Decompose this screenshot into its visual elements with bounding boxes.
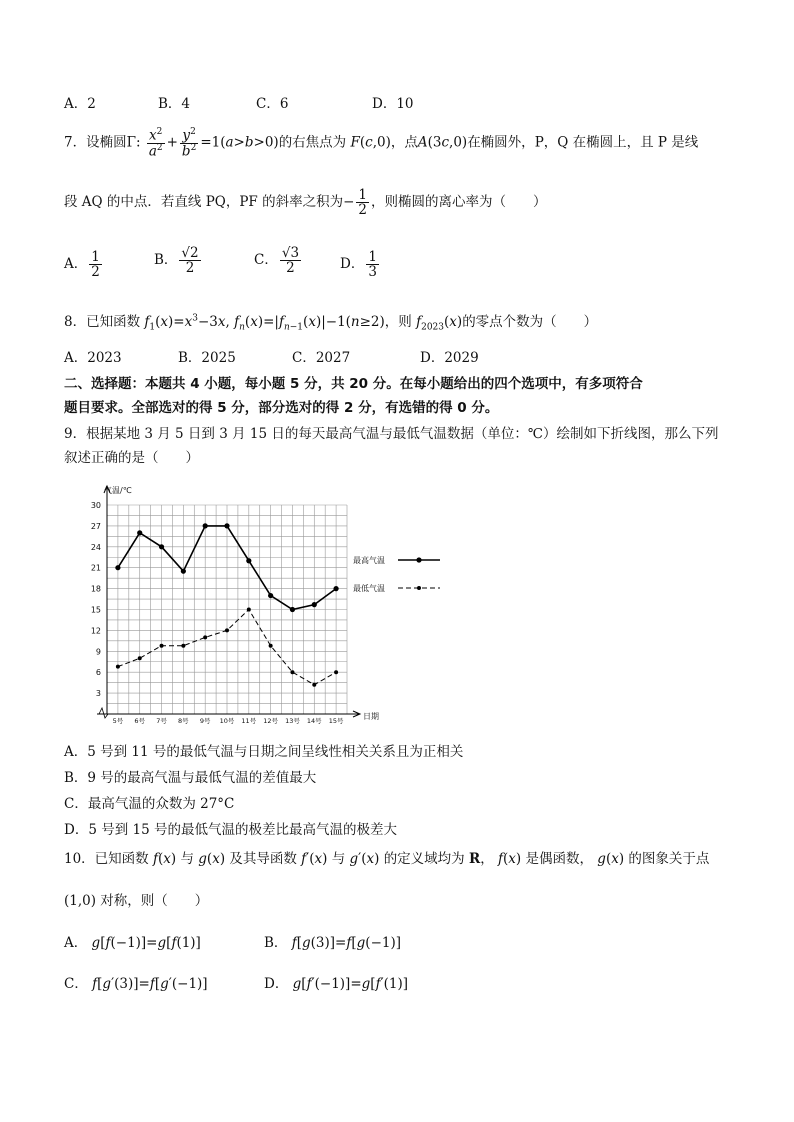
data-point <box>290 670 294 674</box>
q6-option-c: C．6 <box>256 96 289 112</box>
q7-option-a: A． $\frac{1}{2}$ <box>64 249 100 281</box>
data-point <box>181 644 185 648</box>
q8-option-b: B．2025 <box>178 350 236 366</box>
section2-line1: 二、选择题：本题共 4 小题，每小题 5 分，共 20 分。在每小题给出的四个选项中，有多项符合 <box>64 376 643 392</box>
q7-line1: 7．设椭圆Γ: $\frac{x^2}{a^2}$ + $\frac{y^2}{b^2}$ =1(a>b>0)的右焦点为 F(c,0)，点A(3c,0)在椭圆外，P，Q 在椭圆上，且 P 是线 <box>64 127 699 160</box>
data-point <box>159 544 164 549</box>
y-tick-label: 24 <box>90 542 101 552</box>
data-point <box>312 602 317 607</box>
q6-option-d: D．10 <box>372 96 414 112</box>
data-point <box>181 569 186 574</box>
q7-option-d: D． $\frac{1}{3}$ <box>340 249 377 281</box>
section2-line2: 题目要求。全部选对的得 5 分，部分选对的得 2 分，有选错的得 0 分。 <box>64 400 499 416</box>
y-tick-label: 12 <box>90 626 101 636</box>
q10-line2: (1,0) 对称，则（ ） <box>64 893 209 909</box>
q10-option-c: C． f[g′(3)]=f[g′(−1)] <box>64 976 208 992</box>
q8-stem: 8．已知函数 $f_1(x)=x^3-3x$, $f_n(x)=|f_{n-1}(x)|-1(n\ge 2)$，则 $f_{2023}(x)$的零点个数为（ ） <box>64 313 598 333</box>
q9-option-b: B．9 号的最高气温与最低气温的差值最大 <box>64 770 317 786</box>
y-tick-label: 18 <box>90 584 101 594</box>
y-tick-label: 6 <box>95 668 101 678</box>
q7-line2: 段 AQ 的中点．若直线 PQ，PF 的斜率之积为− $\frac{1}{2}$ ，则椭圆的离心率为（ ） <box>64 187 547 219</box>
legend-marker <box>416 557 421 562</box>
q6-option-a: A．2 <box>64 96 96 112</box>
q7-option-c: C． $\frac{√3}{2}$ <box>254 245 300 277</box>
q10-line1: 10．已知函数 f(x) 与 g(x) 及其导函数 f′(x) 与 g′(x) 的定义域均为 R， f(x) 是偶函数， g(x) 的图象关于点 <box>64 851 710 867</box>
y-tick-label: 3 <box>95 689 101 699</box>
q6-option-b: B．4 <box>158 96 191 112</box>
data-point <box>138 656 142 660</box>
y-axis-label: 气温/℃ <box>104 486 132 495</box>
q10-option-b: B． f[g(3)]=f[g(−1)] <box>264 935 401 951</box>
q8-option-c: C．2027 <box>292 350 351 366</box>
x-tick-label: 11号 <box>241 717 257 725</box>
data-point <box>312 683 316 687</box>
x-tick-label: 12号 <box>263 717 279 725</box>
data-point <box>269 644 273 648</box>
y-tick-label: 15 <box>90 605 101 615</box>
x-tick-label: 5号 <box>112 717 124 725</box>
legend-label: 最高气温 <box>353 556 385 565</box>
data-point <box>224 523 229 528</box>
q10-option-d: D． g[f′(−1)]=g[f′(1)] <box>264 976 409 992</box>
q9-option-a: A．5 号到 11 号的最低气温与日期之间呈线性相关关系且为正相关 <box>64 744 464 760</box>
q8-option-a: A．2023 <box>64 350 122 366</box>
data-point <box>203 635 207 639</box>
q9-line1: 9．根据某地 3 月 5 日到 3 月 15 日的每天最高气温与最低气温数据（单位：℃）绘制如下折线图，那么下列 <box>64 426 719 442</box>
data-point <box>334 670 338 674</box>
x-tick-label: 10号 <box>219 717 235 725</box>
data-point <box>115 565 120 570</box>
data-point <box>225 628 229 632</box>
data-point <box>247 608 251 612</box>
temperature-chart <box>70 470 470 732</box>
y-tick-label: 30 <box>90 501 101 510</box>
x-tick-label: 7号 <box>156 717 167 725</box>
y-tick-label: 9 <box>95 647 101 657</box>
q9-option-d: D．5 号到 15 号的最低气温的极差比最高气温的极差大 <box>64 822 397 838</box>
x-tick-label: 8号 <box>178 717 189 725</box>
q7-option-b: B． $\frac{√2}{2}$ <box>154 245 199 277</box>
x-axis-label: 日期 <box>363 712 379 721</box>
x-tick-label: 14号 <box>306 717 322 725</box>
legend-marker <box>417 586 421 590</box>
x-tick-label: 6号 <box>134 717 146 725</box>
y-tick-label: 21 <box>90 563 101 573</box>
q8-option-d: D．2029 <box>420 350 479 366</box>
q9-line2: 叙述正确的是（ ） <box>64 450 199 466</box>
data-point <box>268 593 273 598</box>
data-point <box>333 586 338 591</box>
x-tick-label: 13号 <box>285 717 300 725</box>
data-point <box>203 523 208 528</box>
x-tick-label: 9号 <box>199 717 211 725</box>
legend-label: 最低气温 <box>353 584 385 593</box>
q9-option-c: C．最高气温的众数为 27°C <box>64 796 235 812</box>
data-point <box>290 607 295 612</box>
q10-option-a: A． g[f(−1)]=g[f(1)] <box>64 935 201 951</box>
data-point <box>246 558 251 563</box>
data-point <box>116 665 120 669</box>
y-tick-label: 27 <box>90 521 101 531</box>
x-tick-label: 15号 <box>328 717 344 725</box>
data-point <box>160 644 164 648</box>
data-point <box>137 530 142 535</box>
